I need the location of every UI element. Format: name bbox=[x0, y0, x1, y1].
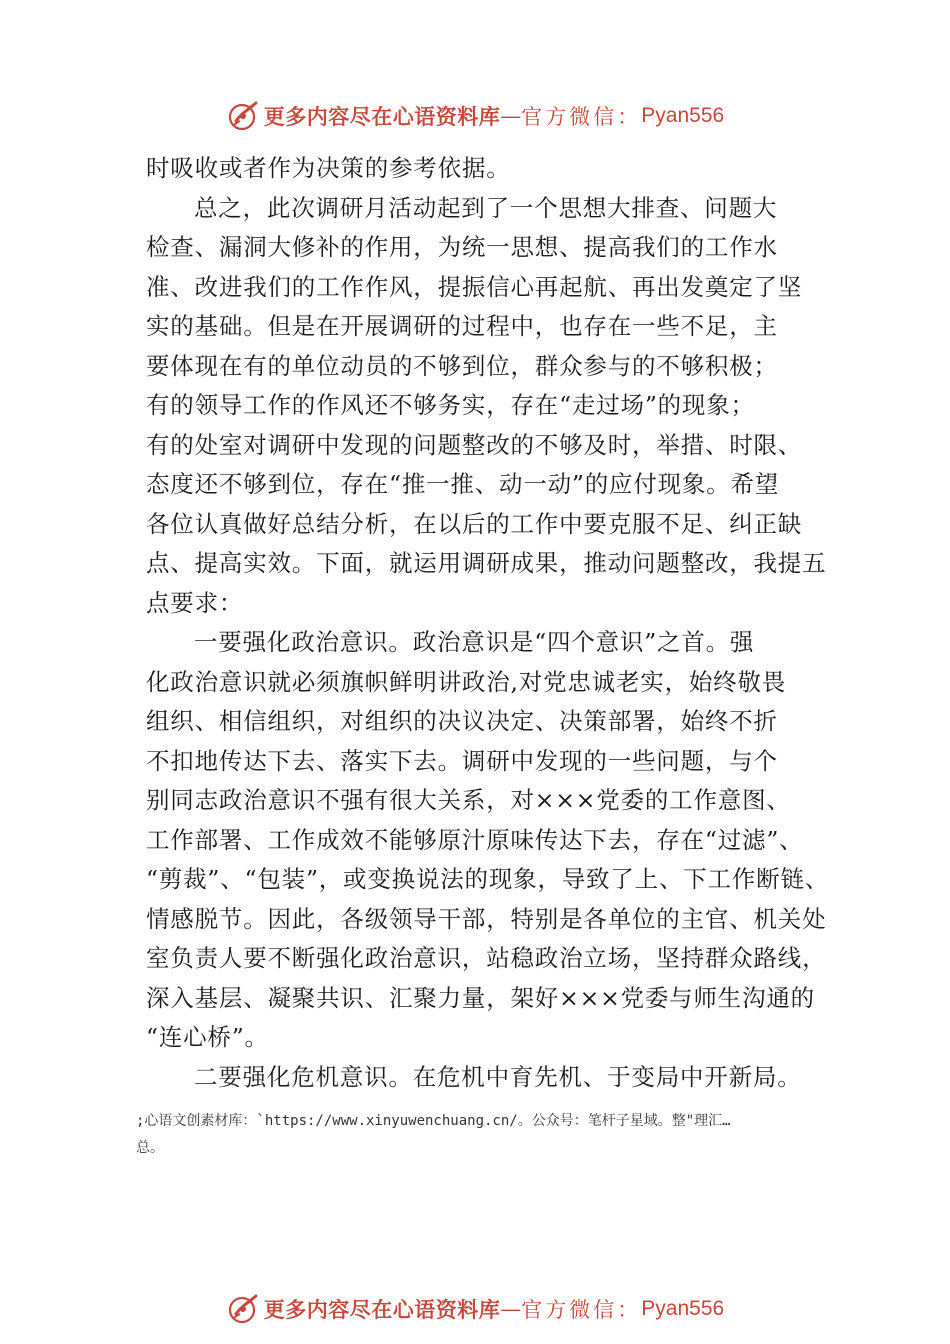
header-wechat-label: 官方微信： bbox=[521, 105, 642, 129]
body-line: 不扣地传达下去、落实下去。调研中发现的一些问题，与个 bbox=[146, 746, 778, 775]
body-line: 情感脱节。因此，各级领导干部，特别是各单位的主官、机关处 bbox=[146, 904, 827, 933]
footnote-line: ;心语文创素材库：`https://www.xinyuwenchuang.cn/。公众号：笔杆子星域。整"理汇… bbox=[136, 1113, 731, 1129]
header-brand-text: 更多内容尽在心语资料库 bbox=[263, 104, 501, 129]
paragraph-start-line: 二要强化危机意识。在危机中育先机、于变局中开新局。 bbox=[194, 1062, 802, 1091]
body-line: 化政治意识就必须旗帜鲜明讲政治,对党忠诚老实，始终敬畏 bbox=[146, 667, 787, 696]
footer-wechat-label: 官方微信： bbox=[521, 1298, 642, 1322]
body-line: 态度还不够到位，存在“推一推、动一动”的应付现象。希望 bbox=[146, 470, 780, 498]
footer-wechat-id: Pyan556 bbox=[641, 1297, 725, 1320]
brush-logo-icon bbox=[226, 99, 260, 133]
body-line: 别同志政治意识不强有很大关系，对×××党委的工作意图、 bbox=[146, 786, 791, 814]
body-line: 深入基层、凝聚共识、汇聚力量，架好×××党委与师生沟通的 bbox=[146, 983, 815, 1012]
header-banner bbox=[0, 96, 950, 136]
body-line: “连心桥”。 bbox=[146, 1023, 269, 1051]
footer-brand-text: 更多内容尽在心语资料库 bbox=[263, 1297, 501, 1322]
footer-dash: — bbox=[500, 1297, 522, 1321]
footnote bbox=[136, 1108, 836, 1162]
body-line: 有的领导工作的作风还不够务实，存在“走过场”的现象； bbox=[146, 391, 755, 419]
body-line: 各位认真做好总结分析，在以后的工作中要克服不足、纠正缺 bbox=[146, 509, 803, 538]
body-line: 准、改进我们的工作作风，提振信心再起航、再出发奠定了坚 bbox=[146, 272, 803, 301]
footer-banner bbox=[0, 1289, 950, 1329]
paragraph-start-line: 一要强化政治意识。政治意识是“四个意识”之首。强 bbox=[194, 628, 755, 656]
footnote-line: 总。 bbox=[136, 1140, 164, 1156]
header-dash: — bbox=[500, 104, 522, 128]
header-wechat-id: Pyan556 bbox=[641, 104, 725, 127]
body-line: 时吸收或者作为决策的参考依据。 bbox=[146, 154, 511, 182]
body-line: 工作部署、工作成效不能够原汁原味传达下去，存在“过滤”、 bbox=[146, 825, 804, 854]
body-line: 组织、相信组织，对组织的决议决定、决策部署，始终不折 bbox=[146, 707, 778, 735]
body-line: “剪裁”、“包装”，或变换说法的现象，导致了上、下工作断链、 bbox=[146, 865, 830, 893]
body-line: 检查、漏洞大修补的作用，为统一思想、提高我们的工作水 bbox=[146, 233, 778, 261]
body-line: 实的基础。但是在开展调研的过程中，也存在一些不足，主 bbox=[146, 312, 778, 340]
document-body bbox=[146, 149, 836, 1097]
body-line: 室负责人要不断强化政治意识，站稳政治立场，坚持群众路线， bbox=[146, 944, 827, 972]
body-line: 有的处室对调研中发现的问题整改的不够及时，举措、时限、 bbox=[146, 430, 803, 459]
paragraph-start-line: 总之，此次调研月活动起到了一个思想大排查、问题大 bbox=[194, 193, 778, 222]
body-line: 点要求： bbox=[146, 588, 244, 617]
body-line: 点、提高实效。下面，就运用调研成果，推动问题整改，我提五 bbox=[146, 549, 827, 577]
body-line: 要体现在有的单位动员的不够到位，群众参与的不够积极； bbox=[146, 351, 778, 380]
brush-logo-icon bbox=[226, 1292, 260, 1326]
